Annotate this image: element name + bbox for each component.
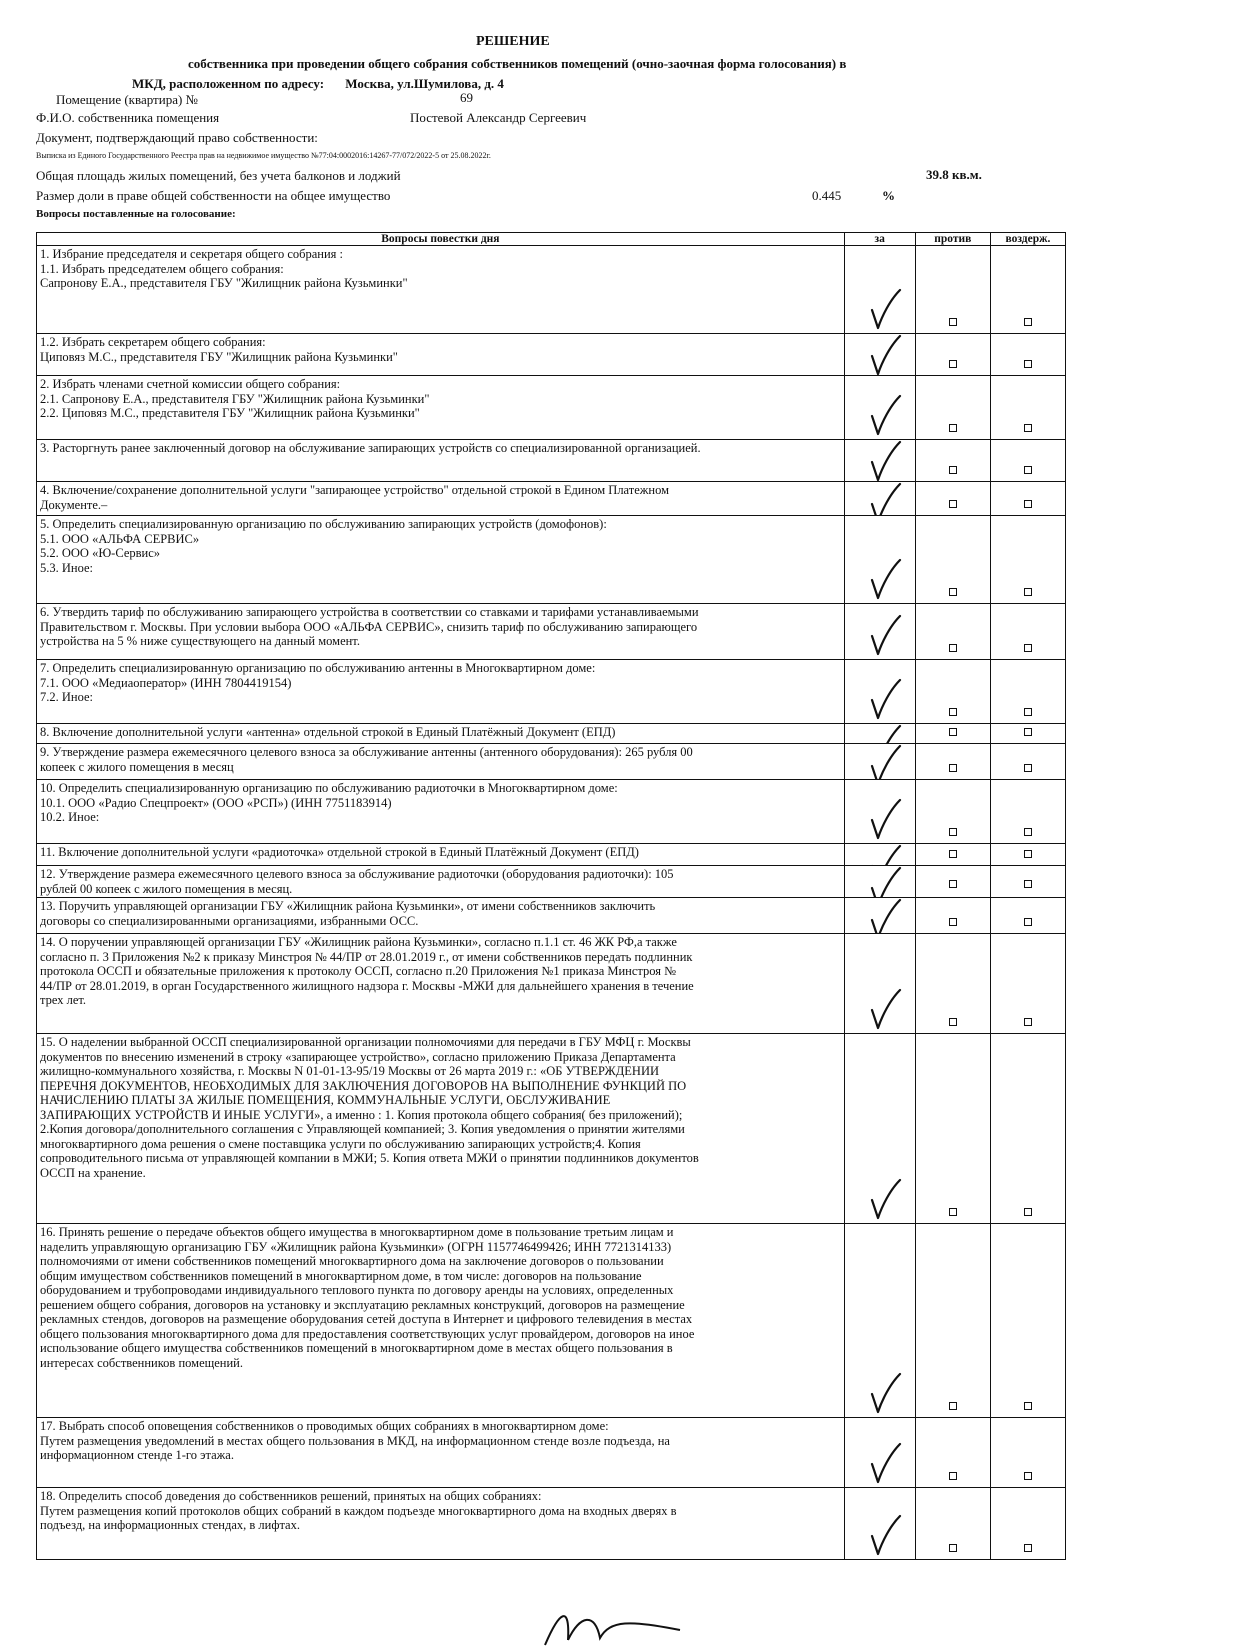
- vote-checkmark-icon[interactable]: [868, 866, 902, 898]
- question-text: [37, 246, 845, 334]
- vote-cell-abstain: [990, 898, 1065, 934]
- vote-checkbox[interactable]: [949, 1018, 957, 1026]
- question-line: 1.1. Избрать председателем общего собрания:: [40, 261, 284, 276]
- ballot-row: [37, 440, 1066, 482]
- ballot-row: [37, 516, 1066, 604]
- question-text: [37, 744, 845, 780]
- vote-cell-against: [915, 516, 990, 604]
- question-line: 2.1. Сапронову Е.А., представителя ГБУ "Жилищник района Кузьминки": [40, 391, 430, 406]
- vote-cell-for: [844, 934, 915, 1034]
- question-line: 7.1. ООО «Медиаоператор» (ИНН 7804419154): [40, 675, 292, 690]
- question-text: [37, 1034, 845, 1224]
- vote-cell-abstain: [990, 334, 1065, 376]
- ballot-row: [37, 1418, 1066, 1488]
- question-line: 1. Избрание председателя и секретаря общего собрания :: [40, 247, 344, 261]
- question-line: ОССП на хранение.: [40, 1165, 146, 1180]
- question-line: 5.2. ООО «Ю-Сервис»: [40, 546, 161, 560]
- vote-cell-against: [915, 376, 990, 440]
- question-line: общего пользования многоквартирного дома для предоставления соответствующих услуг провайдером, договоров на иное: [40, 1326, 695, 1341]
- vote-cell-for: [844, 604, 915, 660]
- premise-number: 69: [460, 90, 473, 105]
- table-header-row: [37, 233, 1066, 246]
- vote-checkbox[interactable]: [949, 828, 957, 836]
- vote-checkmark-icon[interactable]: [868, 1372, 902, 1416]
- vote-cell-for: [844, 440, 915, 482]
- vote-cell-against: [915, 660, 990, 724]
- ownership-doc-label: Документ, подтверждающий право собственности:: [36, 130, 318, 145]
- question-text: [37, 376, 845, 440]
- question-line: согласно п. 3 Приложения №2 к приказу Минстроя № 44/ПР от 28.01.2019 г., от имени собственников передать подлинник: [40, 949, 693, 964]
- area-value: 39.8 кв.м.: [926, 167, 982, 182]
- owner-name: Постевой Александр Сергеевич: [410, 110, 587, 125]
- question-text: [37, 334, 845, 376]
- vote-cell-for: [844, 744, 915, 780]
- question-line: 18. Определить способ доведения до собственников решений, принятых на общих собраниях:: [40, 1489, 542, 1503]
- question-text: [37, 1224, 845, 1418]
- question-line: 17. Выбрать способ оповещения собственников о проводимых общих собраниях в многоквартирном доме:: [40, 1419, 609, 1433]
- vote-checkmark-icon[interactable]: [868, 440, 902, 482]
- vote-cell-against: [915, 898, 990, 934]
- vote-checkmark-icon[interactable]: [868, 394, 902, 438]
- col-against-header: против: [915, 233, 990, 246]
- question-line: Путем размещения копий протоколов общих собраний в каждом подъезде многоквартирного дома на входных дверях в: [40, 1503, 677, 1518]
- vote-checkbox[interactable]: [1024, 1402, 1032, 1410]
- vote-cell-for: [844, 844, 915, 866]
- question-line: 15. О наделении выбранной ОССП специализированной организации полномочиями для передачи в ГБУ МФЦ г. Москвы: [40, 1035, 691, 1049]
- question-line: 8. Включение дополнительной услуги «антенна» отдельной строкой в Единый Платёжный Документ (ЕПД): [40, 725, 616, 739]
- vote-cell-for: [844, 516, 915, 604]
- ballot-table: [36, 232, 1066, 1560]
- document-title: РЕШЕНИЕ: [476, 34, 550, 49]
- vote-checkbox[interactable]: [949, 764, 957, 772]
- question-line: 2.2. Циповяз М.С., представителя ГБУ "Жилищник района Кузьминки": [40, 406, 420, 420]
- question-line: копеек с жилого помещения в месяц: [40, 759, 234, 774]
- question-line: интересах собственников помещений.: [40, 1355, 243, 1370]
- vote-cell-for: [844, 1224, 915, 1418]
- vote-cell-abstain: [990, 780, 1065, 844]
- vote-cell-against: [915, 866, 990, 898]
- vote-checkbox[interactable]: [949, 1472, 957, 1480]
- question-line: Сапронову Е.А., представителя ГБУ "Жилищник района Кузьминки": [40, 276, 408, 290]
- ballot-row: [37, 1224, 1066, 1418]
- question-line: НАЧИСЛЕНИЮ ПЛАТЫ ЗА ЖИЛЫЕ ПОМЕЩЕНИЯ, КОММУНАЛЬНЫЕ УСЛУГИ, ОБСЛУЖИВАНИЕ: [40, 1093, 611, 1107]
- question-text: [37, 1418, 845, 1488]
- question-text: [37, 724, 845, 744]
- question-line: решением общего собрания, договоров на установку и эксплуатацию рекламных конструкций, договоров на размещение: [40, 1297, 685, 1312]
- vote-cell-abstain: [990, 516, 1065, 604]
- question-line: 7. Определить специализированную организацию по обслуживанию антенны в Многоквартирном доме:: [40, 661, 596, 675]
- question-line: многоквартирного дома решения о смене поставщика услуги по обслуживанию запирающих устройств;4. Копия: [40, 1136, 641, 1151]
- question-line: ПЕРЕЧНЯ ДОКУМЕНТОВ, НЕОБХОДИМЫХ ДЛЯ ЗАКЛЮЧЕНИЯ ДОГОВОРОВ НА ВЫПОЛНЕНИЕ ФУНКЦИЙ ПО: [40, 1078, 687, 1093]
- share-label: Размер доли в праве общей собственности на общее имущество: [36, 188, 391, 203]
- premise-label: Помещение (квартира) №: [56, 92, 198, 107]
- vote-cell-against: [915, 440, 990, 482]
- vote-cell-against: [915, 1488, 990, 1560]
- vote-cell-against: [915, 724, 990, 744]
- vote-checkmark-icon[interactable]: [868, 1178, 902, 1222]
- vote-checkmark-icon[interactable]: [868, 558, 902, 602]
- vote-checkbox[interactable]: [1024, 1472, 1032, 1480]
- question-text: [37, 866, 845, 898]
- vote-cell-abstain: [990, 744, 1065, 780]
- question-line: 16. Принять решение о передаче объектов общего имущества в многоквартирном доме в пользование третьим лицам и: [40, 1225, 674, 1239]
- vote-checkbox[interactable]: [1024, 764, 1032, 772]
- vote-cell-for: [844, 1034, 915, 1224]
- vote-cell-abstain: [990, 1224, 1065, 1418]
- ballot-row: [37, 660, 1066, 724]
- ballot-row: [37, 1488, 1066, 1560]
- question-line: договоры со специализированными организациями, избранными ОСС.: [40, 913, 419, 928]
- vote-cell-for: [844, 866, 915, 898]
- vote-cell-against: [915, 246, 990, 334]
- question-line: 5.3. Иное:: [40, 560, 94, 575]
- vote-cell-against: [915, 604, 990, 660]
- question-line: информационном стенде 1-го этажа.: [40, 1448, 234, 1462]
- question-line: наделить управляющую организацию ГБУ «Жилищник района Кузьминки» (ОГРН 1157746499426; ИНН 7721314133): [40, 1239, 672, 1254]
- question-line: 10.1. ООО «Радио Спецпроект» (ООО «РСП») (ИНН 7751183914): [40, 795, 392, 810]
- vote-cell-abstain: [990, 246, 1065, 334]
- area-label: Общая площадь жилых помещений, без учета балконов и лоджий: [36, 168, 401, 183]
- vote-checkbox[interactable]: [1024, 644, 1032, 652]
- vote-cell-for: [844, 660, 915, 724]
- ballot-body: [37, 246, 1066, 1560]
- question-line: рекламных стендов, договоров на размещение оборудования сетей доступа в Интернет и цифрового телевидения в местах: [40, 1312, 693, 1326]
- vote-checkbox[interactable]: [1024, 1018, 1032, 1026]
- ballot-row: [37, 724, 1066, 744]
- vote-cell-abstain: [990, 376, 1065, 440]
- vote-cell-abstain: [990, 724, 1065, 744]
- vote-cell-abstain: [990, 866, 1065, 898]
- vote-checkmark-icon[interactable]: [868, 1442, 902, 1486]
- vote-cell-against: [915, 780, 990, 844]
- ballot-row: [37, 780, 1066, 844]
- vote-cell-for: [844, 482, 915, 516]
- vote-checkbox[interactable]: [949, 318, 957, 326]
- question-line: жилищно-коммунального хозяйства, г. Москвы N 01-01-13-95/19 Москвы от 26 марта 2019 г.: «ОБ УТВЕРЖДЕНИИ: [40, 1064, 659, 1078]
- question-line: 7.2. Иное:: [40, 690, 94, 704]
- vote-cell-against: [915, 844, 990, 866]
- vote-cell-for: [844, 334, 915, 376]
- question-line: 4. Включение/сохранение дополнительной услуги "запирающее устройство" отдельной строкой в Едином Платежном: [40, 483, 670, 497]
- vote-checkbox[interactable]: [1024, 500, 1032, 508]
- vote-checkbox[interactable]: [1024, 728, 1032, 736]
- ownership-doc: Выписка из Единого Государственного Реестра прав на недвижимое имущество №77:04:0002016:14267-77/072/2022-5 от 25.08.2022г.: [36, 151, 491, 160]
- question-line: 12. Утверждение размера ежемесячного целевого взноса за обслуживание радиоточки (оборудования радиоточки): 105: [40, 867, 674, 881]
- vote-checkbox[interactable]: [949, 708, 957, 716]
- ballot-row: [37, 334, 1066, 376]
- vote-cell-for: [844, 376, 915, 440]
- ballot-row: [37, 376, 1066, 440]
- question-line: трех лет.: [40, 993, 87, 1007]
- vote-checkbox[interactable]: [949, 588, 957, 596]
- question-text: [37, 660, 845, 724]
- vote-cell-abstain: [990, 844, 1065, 866]
- ballot-row: [37, 246, 1066, 334]
- share-value: 0.445: [812, 188, 842, 203]
- ballot-row: [37, 604, 1066, 660]
- vote-checkbox[interactable]: [1024, 318, 1032, 326]
- question-line: 1.2. Избрать секретарем общего собрания:: [40, 335, 266, 349]
- question-line: Документе.–: [40, 497, 108, 512]
- vote-checkbox[interactable]: [1024, 1208, 1032, 1216]
- question-line: сопроводительного письма от управляющей компании в МЖИ; 5. Копия ответа МЖИ о принятии подлинников документов: [40, 1151, 699, 1165]
- question-text: [37, 604, 845, 660]
- vote-checkmark-icon[interactable]: [868, 288, 902, 332]
- question-line: рублей 00 копеек с жилого помещения в месяц.: [40, 881, 293, 896]
- question-line: 14. О поручении управляющей организации ГБУ «Жилищник района Кузьминки», согласно п.1.1 ст. 46 ЖК РФ,а также: [40, 935, 677, 949]
- question-line: Путем размещения уведомлений в местах общего пользования в МКД, на информационном стенде возле подъезда, на: [40, 1433, 670, 1448]
- vote-checkbox[interactable]: [949, 360, 957, 368]
- vote-checkbox[interactable]: [1024, 360, 1032, 368]
- subtitle-text: собственника при проведении общего собрания собственников помещений (очно-заочная форма голосования) в МКД, расположенном по адресу:: [132, 56, 847, 91]
- vote-checkbox[interactable]: [1024, 466, 1032, 474]
- vote-cell-against: [915, 1034, 990, 1224]
- signature-mark: [540, 1600, 690, 1650]
- question-text: [37, 482, 845, 516]
- vote-cell-for: [844, 724, 915, 744]
- vote-cell-against: [915, 1418, 990, 1488]
- question-line: 3. Расторгнуть ранее заключенный договор на обслуживание запирающих устройств со специализированной организацией.: [40, 441, 701, 455]
- vote-checkbox[interactable]: [949, 728, 957, 736]
- question-line: использование общего имущества собственников помещений в многоквартирном доме в местах общего пользования в: [40, 1341, 673, 1355]
- question-line: 5. Определить специализированную организацию по обслуживанию запирающих устройств (домофонов):: [40, 517, 607, 531]
- question-text: [37, 934, 845, 1034]
- vote-cell-for: [844, 246, 915, 334]
- vote-checkbox[interactable]: [949, 850, 957, 858]
- vote-cell-against: [915, 482, 990, 516]
- vote-cell-abstain: [990, 1034, 1065, 1224]
- vote-checkmark-icon[interactable]: [868, 724, 902, 744]
- vote-cell-against: [915, 934, 990, 1034]
- question-line: 10. Определить специализированную организацию по обслуживанию радиоточки в Многоквартирном доме:: [40, 781, 618, 795]
- vote-checkmark-icon[interactable]: [868, 482, 902, 516]
- question-text: [37, 844, 845, 866]
- question-line: документов по внесению изменений в строку «запирающее устройство», согласно приложению Приказа Департамента: [40, 1049, 676, 1064]
- vote-cell-for: [844, 898, 915, 934]
- vote-checkbox[interactable]: [1024, 828, 1032, 836]
- question-text: [37, 780, 845, 844]
- vote-cell-abstain: [990, 440, 1065, 482]
- vote-checkbox[interactable]: [1024, 880, 1032, 888]
- vote-checkbox[interactable]: [949, 1402, 957, 1410]
- vote-checkbox[interactable]: [949, 466, 957, 474]
- col-for-header: за: [844, 233, 915, 246]
- vote-cell-against: [915, 334, 990, 376]
- vote-checkbox[interactable]: [1024, 918, 1032, 926]
- col-question-header: Вопросы повестки дня: [37, 233, 845, 246]
- question-text: [37, 440, 845, 482]
- vote-checkbox[interactable]: [949, 424, 957, 432]
- vote-checkbox[interactable]: [949, 1544, 957, 1552]
- vote-checkmark-icon[interactable]: [868, 1514, 902, 1558]
- document-subtitle: [132, 54, 852, 94]
- vote-checkbox[interactable]: [1024, 850, 1032, 858]
- question-line: 2. Избрать членами счетной комиссии общего собрания:: [40, 377, 341, 391]
- ballot-row: [37, 898, 1066, 934]
- vote-checkmark-icon[interactable]: [868, 614, 902, 658]
- vote-checkmark-icon[interactable]: [868, 898, 902, 934]
- vote-cell-for: [844, 1418, 915, 1488]
- question-line: Правительством г. Москвы. При условии выбора ООО «АЛЬФА СЕРВИС», снизить тариф по обслуживанию запирающего: [40, 619, 698, 634]
- vote-checkmark-icon[interactable]: [868, 678, 902, 722]
- question-text: [37, 1488, 845, 1560]
- question-line: ЗАПИРАЮЩИХ УСТРОЙСТВ И ИНЫЕ УСЛУГИ», а именно : 1. Копия протокола общего собрания( без приложений);: [40, 1107, 683, 1122]
- questions-label: Вопросы поставленные на голосование:: [36, 208, 236, 220]
- vote-checkmark-icon[interactable]: [868, 988, 902, 1032]
- question-line: 10.2. Иное:: [40, 810, 100, 824]
- vote-checkmark-icon[interactable]: [868, 744, 902, 780]
- ballot-row: [37, 934, 1066, 1034]
- question-text: [37, 516, 845, 604]
- col-abstain-header: воздерж.: [990, 233, 1065, 246]
- vote-cell-abstain: [990, 934, 1065, 1034]
- ballot-row: [37, 866, 1066, 898]
- question-line: 5.1. ООО «АЛЬФА СЕРВИС»: [40, 531, 200, 546]
- question-line: полномочиями от имени собственников помещений многоквартирного дома на заключение договоров о пользовании: [40, 1254, 664, 1268]
- vote-checkmark-icon[interactable]: [868, 334, 902, 376]
- vote-checkbox[interactable]: [1024, 424, 1032, 432]
- question-line: 44/ПР от 28.01.2019, в орган Государственного жилищного надзора г. Москвы -МЖИ для дальнейшего хранения в течение: [40, 978, 694, 993]
- vote-cell-abstain: [990, 604, 1065, 660]
- ballot-row: [37, 744, 1066, 780]
- vote-checkbox[interactable]: [949, 918, 957, 926]
- vote-checkmark-icon[interactable]: [868, 844, 902, 866]
- vote-cell-against: [915, 744, 990, 780]
- question-line: 9. Утверждение размера ежемесячного целевого взноса за обслуживание антенны (антенного оборудования): 265 рубля 00: [40, 745, 693, 759]
- question-line: подъезд, на информационных стендах, в лифтах.: [40, 1518, 300, 1532]
- share-unit: %: [882, 188, 895, 203]
- owner-label: Ф.И.О. собственника помещения: [36, 110, 220, 125]
- question-text: [37, 898, 845, 934]
- question-line: устройства на 5 % ниже существующего на данный момент.: [40, 634, 360, 648]
- vote-checkbox[interactable]: [1024, 708, 1032, 716]
- vote-checkbox[interactable]: [1024, 588, 1032, 596]
- vote-cell-abstain: [990, 1418, 1065, 1488]
- question-line: Циповяз М.С., представителя ГБУ "Жилищник района Кузьминки": [40, 349, 398, 364]
- vote-cell-abstain: [990, 1488, 1065, 1560]
- ballot-row: [37, 1034, 1066, 1224]
- vote-cell-for: [844, 1488, 915, 1560]
- question-line: протокола ОССП и обязательные приложения к протоколу ОССП, согласно п.20 Приложения №1 приказа Минстроя №: [40, 964, 677, 978]
- vote-checkbox[interactable]: [949, 500, 957, 508]
- ballot-row: [37, 844, 1066, 866]
- address: Москва, ул.Шумилова, д. 4: [345, 76, 504, 91]
- vote-cell-for: [844, 780, 915, 844]
- question-line: оборудованием и трубопроводами индивидуального теплового пункта по договору аренды на условиях, определенных: [40, 1283, 674, 1297]
- question-line: 2.Копия договора/дополнительного соглашения с Управляющей компанией; 3. Копия уведомления о принятии жителями: [40, 1122, 685, 1136]
- question-line: общим имуществом собственников помещений в многоквартирном доме, в том числе: договоров на пользование: [40, 1268, 642, 1283]
- question-line: 13. Поручить управляющей организации ГБУ «Жилищник района Кузьминки», от имени собственников заключить: [40, 899, 656, 913]
- ballot-row: [37, 482, 1066, 516]
- vote-checkbox[interactable]: [949, 1208, 957, 1216]
- vote-cell-abstain: [990, 482, 1065, 516]
- vote-checkmark-icon[interactable]: [868, 798, 902, 842]
- vote-checkbox[interactable]: [949, 880, 957, 888]
- vote-checkbox[interactable]: [949, 644, 957, 652]
- question-line: 11. Включение дополнительной услуги «радиоточка» отдельной строкой в Единый Платёжный Документ (ЕПД): [40, 845, 639, 859]
- question-line: 6. Утвердить тариф по обслуживанию запирающего устройства в соответствии со ставками и тарифами устанавливаемыми: [40, 605, 699, 619]
- vote-checkbox[interactable]: [1024, 1544, 1032, 1552]
- vote-cell-abstain: [990, 660, 1065, 724]
- vote-cell-against: [915, 1224, 990, 1418]
- question-line: [40, 456, 841, 470]
